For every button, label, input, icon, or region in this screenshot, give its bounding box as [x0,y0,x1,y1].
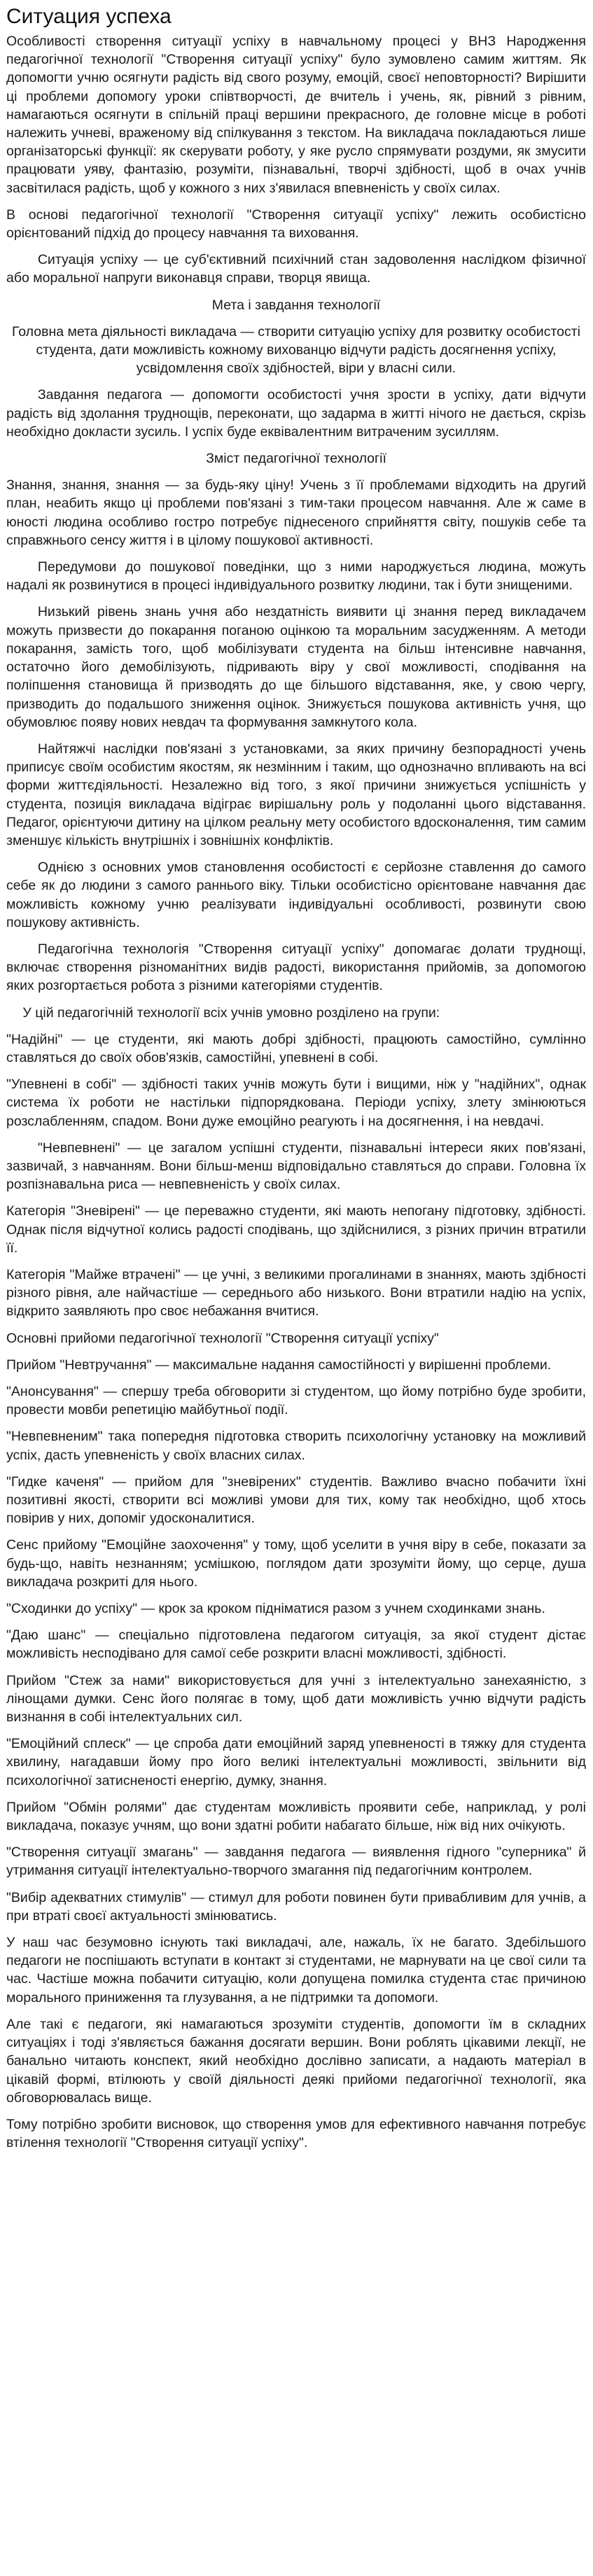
paragraph: "Гидке каченя" — прийом для "зневірених" студентів. Важливо вчасно побачити їхні позитивні якості, створити всі можливі умови для тих, кому так необхідно, щоб хтось повірив у них, допоміг удосконалитися. [6,1474,586,1527]
paragraph: Найтяжчі наслідки пов'язані з установками, за яких причину безпорадності учень приписує своїм особистим якостям, як незмінним і таким, що однозначно впливають на всі форми життєдіяльності. Незалежно від того, з якої причини знижується успішність у студента, позиція викладача відіграє вирішальну роль у подоланні цього відставання. Педагог, орієнтуючи дитину на цілком реальну мету особистого вдосконалення, тим самим зменшує кількість внутрішніх і зовнішніх конфліктів. [6,741,586,848]
paragraph: Категорія "Майже втрачені" — це учні, з великими прогалинами в знаннях, мають здібності різного рівня, але найчастіше — середнього або низького. Вони втратили надію на успіх, відкрито заявляють про своє небажання вчитися. [6,1266,586,1320]
paragraph: "Створення ситуації змагань" — завдання педагога — виявлення гідного "суперника" й утримання ситуації інтелектуально-творчого змагання під педагогічним контролем. [6,1844,586,1879]
paragraph: "Невпевненим" така попередня підготовка створить психологічну установку на можливий успіх, дасть упевненість у своїх власних силах. [6,1429,586,1463]
paragraph: Мета і завдання технології [211,297,381,313]
paragraph: "Невпевнені" — це загалом успішні студенти, пізнавальні інтереси яких пов'язані, зазвичай, з навчанням. Вони більш-менш відповідально ставляться до справи. Головна їх розпізнавальна риса — невпевненість у своїх силах. [6,1140,586,1193]
paragraph: Сенс прийому "Емоційне заохочення" у тому, щоб уселити в учня віру в себе, показати за будь-що, навіть незнанням; усмішкою, поглядом дати зрозуміти йому, що серце, душа викладача розкриті для нього. [6,1537,586,1590]
article-body [6,32,586,2152]
paragraph: Завдання педагога — допомогти особистості учня зрости в успіху, дати відчути радість від здолання труднощів, переконати, що задарма в житті нічого не дається, скрізь необхідно докласти зусиль. І успіх буде еквівалентним витраченим зусиллям. [6,387,586,440]
paragraph: Знання, знання, знання — за будь-яку ціну! Учень з її проблемами відходить на другий план, неабить якщо ці проблеми пов'язані з тим-таки процесом навчання. Але ж саме в юності людина особливо гостро потребує піднесеного сприйняття світу, пошуків себе та справжнього сенсу життя і в цілому пошукової активності. [6,477,586,548]
paragraph: Зміст педагогічної технології [206,451,386,467]
paragraph: Основні прийоми педагогічної технології "Створення ситуації успіху" [6,1330,439,1346]
page-title: Ситуация успеха [6,5,172,28]
paragraph: "Сходинки до успіху" — крок за кроком підніматися разом з учнем сходинками знань. [6,1601,545,1617]
paragraph: "Емоційний сплеск" — це спроба дати емоційний заряд упевненості в тяжку для студента хвилину, нагадавши йому про його великі інтелектуальні можливості, звільнити від психологічної затисненості енергію, думку, знання. [6,1736,586,1788]
paragraph: Особливості створення ситуації успіху в навчальному процесі у ВНЗ Народження педагогічної технології "Створення ситуації успіху" було зумовлено самим життям. Як допомогти учню осягнути радість від свого розуму, емоцій, своєї неповторності? Вирішити ці проблеми допомогу уроки співтворчості, де вчитель і учень, як, рівний з рівним, намагаються осягнути в спільній праці вершини прекрасного, де головне місце в роботі належить учневі, враженому від спілкування з текстом. На викладача покладаються лише організаторські функції: як скерувати роботу, у яке русло спрямувати роздуми, як змусити працювати уяву, фантазію, розуміти, пізнавальні, творчі здібності, щоб в очах учнів засвітилася радість, щоб у кожного з них з'явилася впевненість у своїх силах. [6,34,586,196]
paragraph: "Упевнені в собі" — здібності таких учнів можуть бути і вищими, ніж у "надійних", однак система їх роботи не настільки підпорядкована. Періоди успіху, злету змінюються розслабленням, спадом. Вони дуже емоційно реагують і на досягнення, і на невдачі. [6,1077,586,1129]
paragraph: Але такі є педагоги, які намагаються зрозуміти студентів, допомогти їм в складних ситуаціях і тоді з'являється бажання досягати вершин. Вони роблять цікавими лекції, не банально читають конспект, який необхідно дослівно записати, а надають матеріал в цікавій формі, втілюють у своїй діяльності деякі прийоми педагогічної технології, яка обговорювалась вище. [6,2016,586,2106]
paragraph: "Вибір адекватних стимулів" — стимул для роботи повинен бути привабливим для учнів, а при втраті своєї актуальності змінюватись. [6,1889,586,1924]
paragraph: Тому потрібно зробити висновок, що створення умов для ефективного навчання потребує втілення технології "Створення ситуації успіху". [6,2116,586,2151]
paragraph: Педагогічна технологія "Створення ситуації успіху" допомагає долати труднощі, включає створення різноманітних видів радості, використання прийомів, за допомогою яких розгортається робота з різними категоріями студентів. [6,941,586,994]
paragraph: Передумови до пошукової поведінки, що з ними народжується людина, можуть надалі як розвинутися в процесі індивідуального розвитку людини, так і бути знищеними. [6,559,586,594]
paragraph: Головна мета діяльності викладача — створити ситуацію успіху для розвитку особистості студента, дати можливість кожному вихованцю відчути радість досягнення успіху, усвідомлення своїх здібностей, віри у власні сили. [11,323,581,377]
paragraph: "Анонсування" — спершу треба обговорити зі студентом, що йому потрібно буде зробити, провести мовби репетицію майбутньої події. [6,1384,586,1418]
paragraph: В основі педагогічної технології "Створення ситуації успіху" лежить особистісно орієнтований підхід до процесу навчання та виховання. [6,206,586,241]
paragraph: У наш час безумовно існують такі викладачі, але, нажаль, їх не багато. Здебільшого педагоги не поспішають вступати в контакт зі студентами, не марнувати на це свої сили та час. Частіше можна побачити ситуацію, коли допущена помилка студента стає причиною морального приниження та глузування, а не підтримки та допомоги. [6,1935,586,2005]
paragraph: Низький рівень знань учня або нездатність виявити ці знання перед викладачем можуть призвести до покарання поганою оцінкою та моральним засудженням. А методи покарання, замість того, щоб мобілізувати студента на більш інтенсивне навчання, остаточно його демобілізують, підривають віру у свої можливості, сподівання на поліпшення становища й призводять до ще більшого відставання, яке, у свою чергу, призводить до подальшого зниження оцінок. Знижується пошукова активність учня, що обумовлює появу нових невдач та формування замкнутого кола. [6,604,586,730]
paragraph: "Даю шанс" — спеціально підготовлена педагогом ситуація, за якої студент дістає можливість несподівано для самої себе розкрити власні можливості, здібності. [6,1628,586,1662]
paragraph: Категорія "Зневірені" — це переважно студенти, які мають непогану підготовку, здібності. Однак після відчутної колись радості сподівань, що здійснилися, з різних причин втратили її. [6,1203,586,1256]
paragraph: "Надійні" — це студенти, які мають добрі здібності, працюють самостійно, сумлінно ставляться до своїх обов'язків, самостійні, упевнені в собі. [6,1031,586,1065]
paragraph: У цій педагогічній технології всіх учнів умовно розділено на групи: [22,1004,440,1021]
paragraph: Прийом "Обмін ролями" дає студентам можливість проявити себе, наприклад, у ролі викладача, показує учням, що вони здатні робити набагато більше, ніж від них очікують. [6,1799,586,1834]
paragraph: Прийом "Стеж за нами" використовується для учні з інтелектуально занехаяністю, з лінощами думки. Сенс його полягає в тому, щоб дати можливість учню відчути радість визнання в собі інтелектуальних сил. [6,1672,586,1726]
paragraph: Прийом "Невтручання" — максимальне надання самостійності у вирішенні проблеми. [6,1357,552,1373]
paragraph: Ситуація успіху — це суб'єктивний психічний стан задоволення наслідком фізичної або моральної напруги виконавця справи, творця явища. [6,252,586,286]
paragraph: Однією з основних умов становлення особистості є серйозне ставлення до самого себе як до людини з самого раннього віку. Тільки особистісно орієнтоване навчання дає можливість кожному учню реалізувати індивідуальні особливості, розвинути свою пошукову активність. [6,860,586,930]
